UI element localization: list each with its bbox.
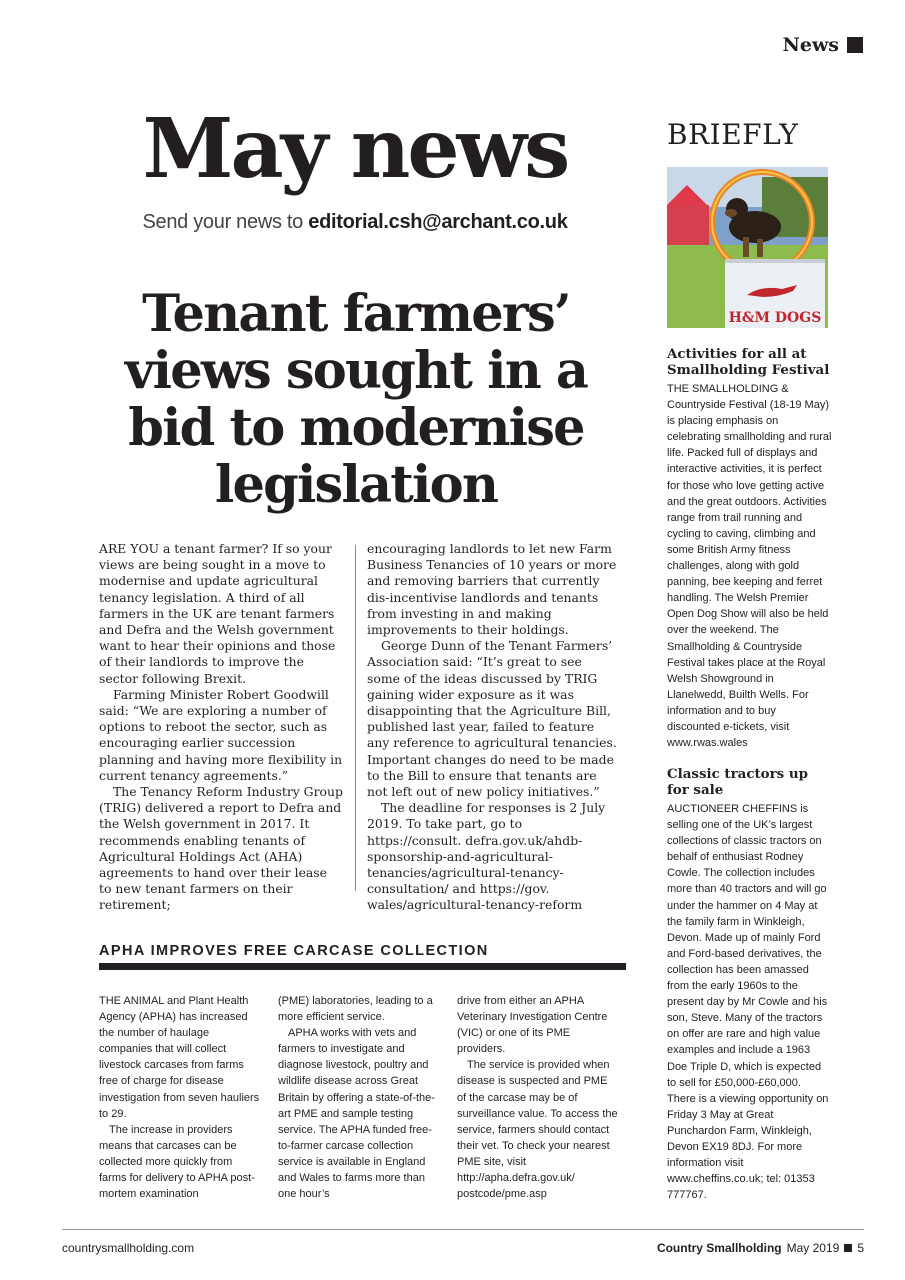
footer-rule <box>62 1229 864 1230</box>
footer-magazine: Country Smallholding <box>656 1241 782 1255</box>
send-news-prefix: Send your news to <box>142 211 309 233</box>
dog-jumping-image <box>667 167 828 328</box>
brief-body: AUCTIONEER CHEFFINS is selling one of the UK’s largest collections of classic tractors on behalf of enthusiast Rodney Cowle. The collection includes more than 40 tractors and will go under the hammer on 4 May at the family farm in Winkleigh, Devon. Made up of mainly Ford and Ford-based derivatives, the collection has been amassed from the early 1960s to the present day by Mr Cowle and his son, Steve. Many of the tractors on offer are rare and high value examples and include a 1963 Doe Triple D, which is expected to sell for £50,000-£60,000. There is a viewing opportunity on Friday 3 May at Great Punchardon Farm, Winkleigh, Devon EX19 8DJ. For more information visit www.cheffins.co.uk; tel: 01353 777767. <box>667 803 829 1202</box>
photo-sign-text: H&M DOGS <box>728 310 822 326</box>
brief-item <box>667 347 832 751</box>
paragraph: THE ANIMAL and Plant Health Agency (APHA) has increased the number of haulage companies that will collect livestock carcases from farms free of charge for disease investigation from seven hauliers to 29. <box>99 995 260 1120</box>
page-title: May news <box>142 101 568 197</box>
section-square-icon <box>847 37 863 53</box>
paragraph: drive from either an APHA Veterinary Investigation Centre (VIC) or one of its PME providers. <box>457 995 608 1056</box>
brief-item <box>667 767 832 1203</box>
paragraph: Farming Minister Robert Goodwill said: “We are exploring a number of options to reboot the sector, such as encouraging earlier succession planning and having more flexibility in current tenancy agreements.” <box>99 686 343 783</box>
brief-heading: Activities for all at Smallholding Festival <box>667 346 830 378</box>
page-number: 5 <box>857 1241 864 1255</box>
paragraph: encouraging landlords to let new Farm Business Tenancies of 10 years or more and removing barriers that currently dis-incentivise landlords and tenants from investing in and making improvements to their holdings. <box>367 541 617 638</box>
lead-column-1 <box>99 541 343 914</box>
paragraph: The increase in providers means that carcases can be collected more quickly from farms for delivery to APHA post-mortem examination <box>99 1123 255 1201</box>
brief-heading: Classic tractors up for sale <box>667 766 808 798</box>
paragraph: APHA works with vets and farmers to investigate and diagnose livestock, poultry and wildlife disease across Great Britain by offering a state-of-the-art PME and sample testing service. The APHA funded free-to-farmer carcase collection service is available in England and Wales to farms more than one hour’s <box>278 1027 435 1201</box>
footer-square-icon <box>844 1244 852 1252</box>
footer-issue: May 2019 <box>786 1241 840 1255</box>
lead-headline: Tenant farmers’ views sought in a bid to modernise legislation <box>124 284 588 515</box>
send-news-line <box>100 211 610 234</box>
paragraph: The service is provided when disease is suspected and PME of the carcase may be of surveillance value. To access the service, farmers should contact their vet. To check your nearest PME site, visit http://apha.defra.gov.uk/ postcode/pme.asp <box>457 1059 618 1201</box>
apha-column-1 <box>99 993 261 1202</box>
paragraph: ARE YOU a tenant farmer? If so your views are being sought in a move to modernise and update agricultural tenancy legislation. A third of all farmers in the UK are tenant farmers and Defra and the Welsh government want to hear their opinions and those of their landlords to improve the sector following Brexit. <box>99 541 336 686</box>
footer-website: countrysmallholding.com <box>62 1241 195 1255</box>
apha-column-2 <box>278 993 440 1202</box>
column-divider <box>355 545 356 891</box>
brief-body: THE SMALLHOLDING & Countryside Festival (18-19 May) is placing emphasis on celebrating smallholding and rural life. Packed full of displays and interactive activities, it is perfect for those who love getting active and the great outdoors. Activities range from trail running and cycling to caving, climbing and some British Army fitness challenges, along with gold panning, bee keeping and ferret handling. The Welsh Premier Open Dog Show will also be held over the weekend. The Smallholding & Countryside Festival takes place at the Royal Welsh Showground in Llanelwedd, Builth Wells. For information and to buy discounted e-tickets, visit www.rwas.wales <box>667 383 832 750</box>
paragraph: The Tenancy Reform Industry Group (TRIG) delivered a report to Defra and the Welsh government in 2017. It recommends enabling tenants of Agricultural Holdings Act (AHA) agreements to hand over their lease to new tenant farmers on their retirement; <box>99 784 343 913</box>
editorial-email: editorial.csh@archant.co.uk <box>308 211 568 233</box>
footer-folio <box>657 1241 864 1255</box>
section-tag <box>782 34 863 56</box>
paragraph: George Dunn of the Tenant Farmers’ Association said: “It’s great to see some of the ideas discussed by TRIG gaining wider exposure as it was disappointing that the Agriculture Bill, published last year, failed to feature any reference to agricultural tenancies. Important changes do need to be made to the Bill to ensure that tenants are not left out of new policy initiatives.” <box>367 638 617 800</box>
lead-column-2 <box>367 541 617 914</box>
paragraph: (PME) laboratories, leading to a more efficient service. <box>278 995 433 1024</box>
apha-column-3 <box>457 993 619 1202</box>
sidebar-title: BRIEFLY <box>667 118 799 151</box>
paragraph: The deadline for responses is 2 July 2019. To take part, go to https://consult. defra.gov.uk/ahdb-sponsorship-and-agricultural-tenancies/agricultural-tenancy-consultation/ and https://gov. wales/agricultural-tenancy-reform <box>367 800 606 913</box>
section-tag-label: News <box>782 34 839 56</box>
heading-rule <box>99 963 626 970</box>
dog-show-photo <box>667 167 828 328</box>
apha-heading: APHA IMPROVES FREE CARCASE COLLECTION <box>99 943 489 959</box>
